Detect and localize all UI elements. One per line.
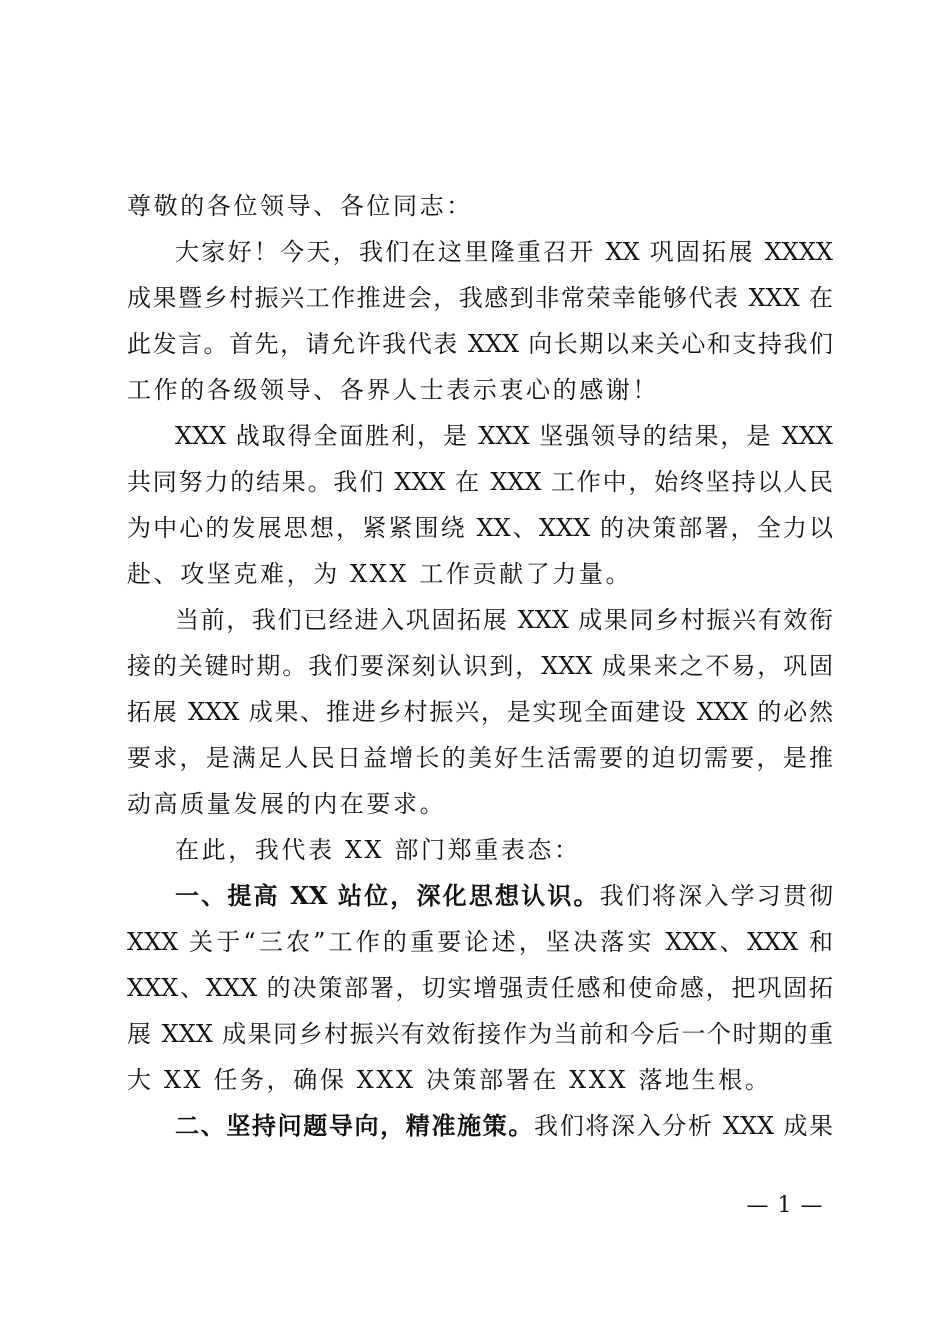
- paragraph-line: XXX 战取得全面胜利，是 XXX 坚强领导的结果，是 XXX: [175, 422, 833, 450]
- paragraph-line: 成果暨乡村振兴工作推进会，我感到非常荣幸能够代表 XXX 在: [127, 284, 833, 312]
- salutation: 尊敬的各位领导、各位同志：: [127, 192, 473, 220]
- paragraph-line: [127, 873, 833, 919]
- paragraph-line: 为中心的发展思想，紧紧围绕 XX、XXX 的决策部署，全力以: [127, 514, 833, 542]
- paragraph-line: 要求，是满足人民日益增长的美好生活需要的迫切需要，是推: [127, 744, 833, 772]
- paragraph-point-two: [127, 1103, 833, 1149]
- paragraph-statement-intro: [127, 827, 833, 873]
- paragraph-line: 工作的各级领导、各界人士表示衷心的感谢！: [127, 376, 659, 404]
- point-one-text: 我们将深入学习贯彻: [599, 882, 834, 910]
- paragraph-line: 接的关键时期。我们要深刻认识到，XXX 成果来之不易，巩固: [127, 652, 833, 680]
- paragraph-line: 当前，我们已经进入巩固拓展 XXX 成果同乡村振兴有效衔: [175, 606, 833, 634]
- paragraph-line: 大 XX 任务，确保 XXX 决策部署在 XXX 落地生根。: [127, 1066, 772, 1094]
- paragraph-line: 赴、攻坚克难，为 XXX 工作贡献了力量。: [127, 560, 633, 588]
- paragraph-line: [127, 1103, 833, 1149]
- paragraph-line: XXX 关于“三农”工作的重要论述，坚决落实 XXX、XXX 和: [127, 928, 833, 956]
- paragraph-greeting: [127, 229, 833, 413]
- paragraph-line: 共同努力的结果。我们 XXX 在 XXX 工作中，始终坚持以人民: [127, 468, 833, 496]
- paragraph-line: 拓展 XXX 成果、推进乡村振兴，是实现全面建设 XXX 的必然: [127, 698, 833, 726]
- point-one-heading: 一、提高 XX 站位，深化思想认识。: [175, 881, 600, 910]
- paragraph-line: 此发言。首先，请允许我代表 XXX 向长期以来关心和支持我们: [127, 330, 833, 358]
- point-two-text: 我们将深入分析 XXX 成果: [534, 1112, 834, 1140]
- paragraph-line: 大家好！今天，我们在这里隆重召开 XX 巩固拓展 XXXX: [175, 238, 833, 266]
- paragraph-current-period: [127, 597, 833, 827]
- paragraph-line: 动高质量发展的内在要求。: [127, 790, 447, 818]
- paragraph-achievement: [127, 413, 833, 597]
- paragraph-line: 在此，我代表 XX 部门郑重表态：: [175, 836, 581, 864]
- paragraph-point-one: [127, 873, 833, 1103]
- point-two-heading: 二、坚持问题导向，精准施策。: [175, 1111, 535, 1140]
- paragraph-line: XXX、XXX 的决策部署，切实增强责任感和使命感，把巩固拓: [127, 974, 833, 1002]
- document-body: [127, 183, 833, 1149]
- page-number: — 1 —: [746, 1193, 824, 1218]
- paragraph-line: 展 XXX 成果同乡村振兴有效衔接作为当前和今后一个时期的重: [127, 1020, 833, 1048]
